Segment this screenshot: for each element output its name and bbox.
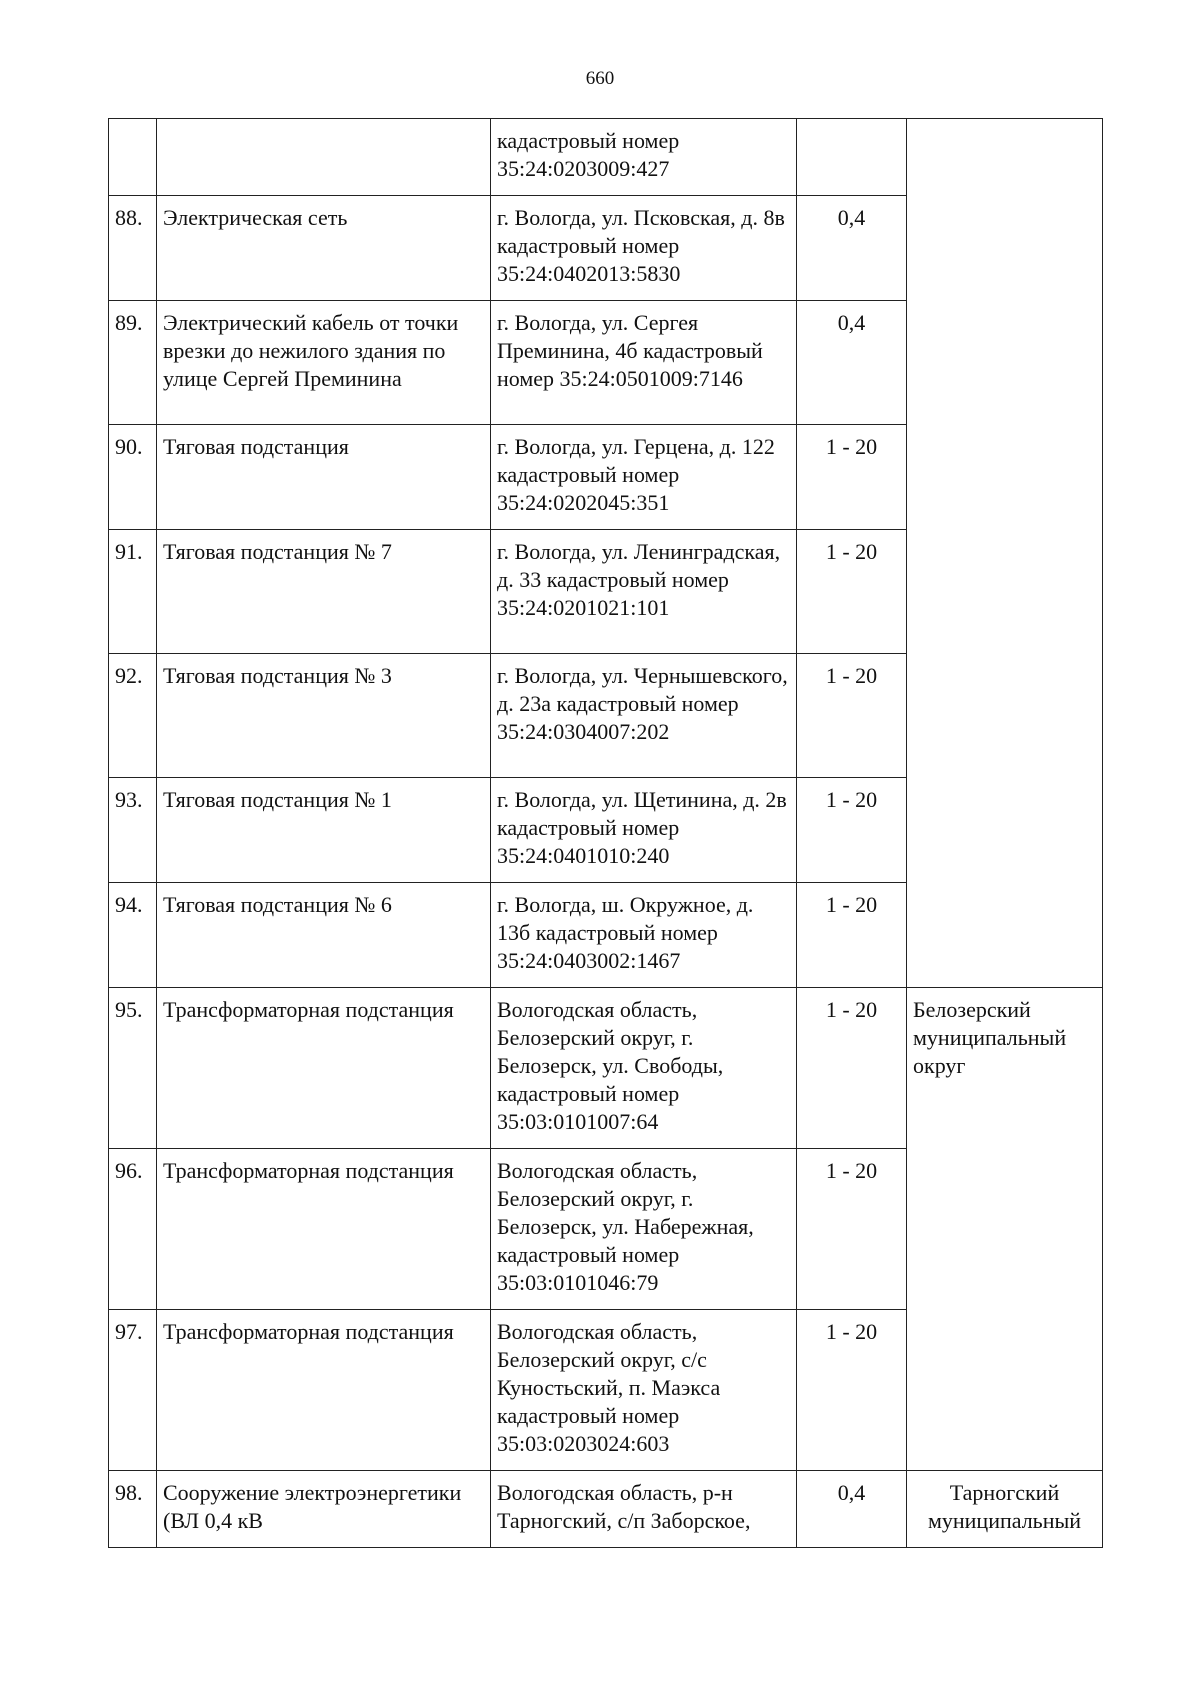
object-address: г. Вологда, ул. Ленинградская, д. 33 кадастровый номер 35:24:0201021:101	[491, 530, 797, 654]
object-address: Вологодская область, Белозерский округ, г. Белозерск, ул. Набережная, кадастровый номер 35:03:0101046:79	[491, 1149, 797, 1310]
row-number: 96.	[109, 1149, 157, 1310]
object-name: Трансформаторная подстанция	[157, 988, 491, 1149]
row-number	[109, 119, 157, 196]
object-name	[157, 119, 491, 196]
table-row	[109, 119, 1103, 196]
object-address: г. Вологда, ш. Окружное, д. 13б кадастровый номер 35:24:0403002:1467	[491, 883, 797, 988]
row-number: 90.	[109, 425, 157, 530]
registry-table	[108, 118, 1103, 1548]
row-number: 88.	[109, 196, 157, 301]
voltage-class: 1 - 20	[797, 1310, 907, 1471]
object-address: г. Вологда, ул. Герцена, д. 122 кадастровый номер 35:24:0202045:351	[491, 425, 797, 530]
table-row	[109, 1471, 1103, 1548]
voltage-class: 1 - 20	[797, 425, 907, 530]
object-name: Электрический кабель от точки врезки до нежилого здания по улице Сергей Преминина	[157, 301, 491, 425]
object-address: Вологодская область, р-н Тарногский, с/п Заборское,	[491, 1471, 797, 1548]
object-address: г. Вологда, ул. Чернышевского, д. 23а кадастровый номер 35:24:0304007:202	[491, 654, 797, 778]
voltage-class: 0,4	[797, 1471, 907, 1548]
row-number: 89.	[109, 301, 157, 425]
voltage-class: 1 - 20	[797, 883, 907, 988]
district-belozersky: Белозерский муниципальный округ	[907, 988, 1103, 1471]
object-name: Тяговая подстанция № 6	[157, 883, 491, 988]
row-number: 98.	[109, 1471, 157, 1548]
row-number: 93.	[109, 778, 157, 883]
row-number: 92.	[109, 654, 157, 778]
object-name: Тяговая подстанция № 3	[157, 654, 491, 778]
voltage-class: 1 - 20	[797, 778, 907, 883]
row-number: 95.	[109, 988, 157, 1149]
row-number: 94.	[109, 883, 157, 988]
object-address: Вологодская область, Белозерский округ, с/с Куностьский, п. Маэкса кадастровый номер 35:03:0203024:603	[491, 1310, 797, 1471]
object-address: г. Вологда, ул. Щетинина, д. 2в кадастровый номер 35:24:0401010:240	[491, 778, 797, 883]
district-cell-empty	[907, 119, 1103, 988]
voltage-class	[797, 119, 907, 196]
table-row	[109, 988, 1103, 1149]
object-name: Трансформаторная подстанция	[157, 1149, 491, 1310]
object-name: Сооружение электроэнергетики (ВЛ 0,4 кВ	[157, 1471, 491, 1548]
voltage-class: 1 - 20	[797, 988, 907, 1149]
object-name: Тяговая подстанция	[157, 425, 491, 530]
page-number: 660	[585, 68, 615, 89]
object-name: Тяговая подстанция № 1	[157, 778, 491, 883]
district-tarnogsky: Тарногский муниципальный	[907, 1471, 1103, 1548]
object-address: кадастровый номер 35:24:0203009:427	[491, 119, 797, 196]
voltage-class: 1 - 20	[797, 530, 907, 654]
object-address: Вологодская область, Белозерский округ, г. Белозерск, ул. Свободы, кадастровый номер 35:03:0101007:64	[491, 988, 797, 1149]
object-address: г. Вологда, ул. Псковская, д. 8в кадастровый номер 35:24:0402013:5830	[491, 196, 797, 301]
object-name: Электрическая сеть	[157, 196, 491, 301]
row-number: 97.	[109, 1310, 157, 1471]
voltage-class: 0,4	[797, 196, 907, 301]
voltage-class: 1 - 20	[797, 1149, 907, 1310]
object-name: Тяговая подстанция № 7	[157, 530, 491, 654]
voltage-class: 0,4	[797, 301, 907, 425]
voltage-class: 1 - 20	[797, 654, 907, 778]
object-name: Трансформаторная подстанция	[157, 1310, 491, 1471]
object-address: г. Вологда, ул. Сергея Преминина, 4б кадастровый номер 35:24:0501009:7146	[491, 301, 797, 425]
row-number: 91.	[109, 530, 157, 654]
